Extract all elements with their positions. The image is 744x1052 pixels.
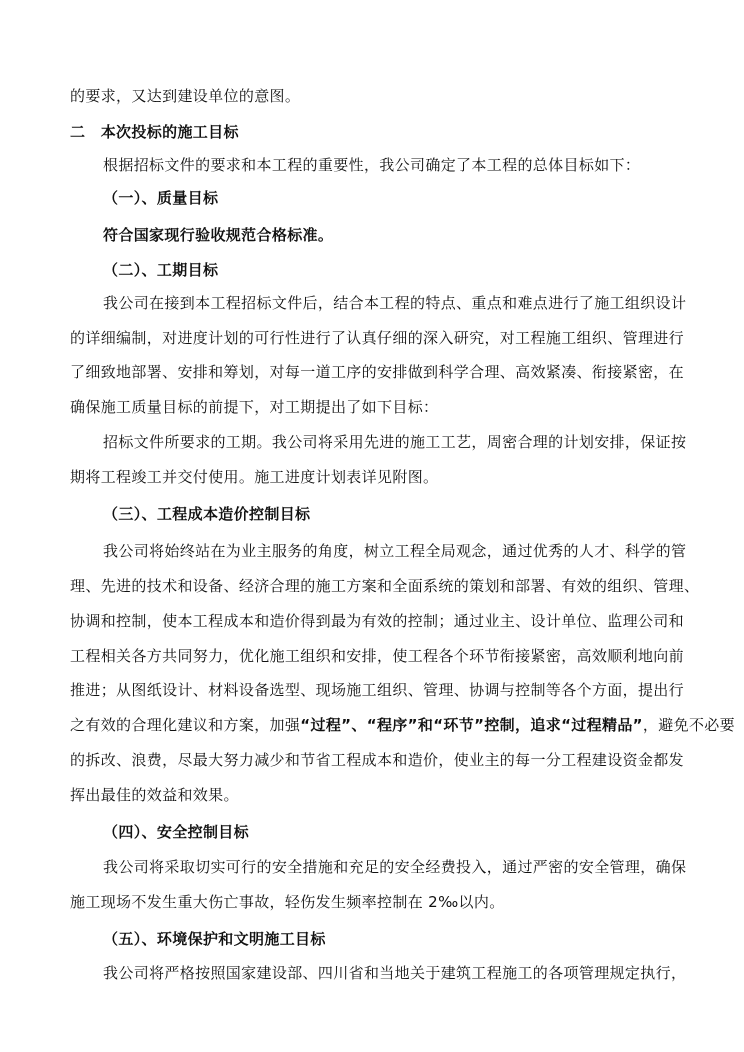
paragraph-line: 根据招标文件的要求和本工程的重要性，我公司确定了本工程的总体目标如下：: [103, 156, 641, 174]
paragraph-line: 期将工程竣工并交付使用。施工进度计划表详见附图。: [70, 468, 439, 486]
subsection-heading: （四）、安全控制目标: [103, 823, 250, 841]
paragraph-line: 工程相关各方共同努力，优化施工组织和安排，使工程各个环节衔接紧密，高效顺利地向前: [70, 647, 685, 665]
paragraph-line: 挥出最佳的效益和效果。: [70, 786, 239, 804]
paragraph-line: 符合国家现行验收规范合格标准。: [103, 226, 334, 244]
paragraph-line: 我公司将始终站在为业主服务的角度，树立工程全局观念，通过优秀的人才、科学的管: [103, 542, 687, 560]
paragraph-line: 的拆改、浪费，尽最大努力减少和节省工程成本和造价，使业主的每一分工程建设资金都发: [70, 751, 685, 769]
paragraph-line: 协调和控制，使本工程成本和造价得到最为有效的控制；通过业主、设计单位、监理公司和: [70, 612, 685, 630]
paragraph-line: 推进；从图纸设计、材料设备选型、现场施工组织、管理、协调与控制等各个方面，提出行: [70, 681, 685, 699]
paragraph-line-mixed: [70, 715, 735, 735]
paragraph-text: ，避免不必要: [642, 716, 735, 734]
paragraph-line: 的详细编制，对进度计划的可行性进行了认真仔细的深入研究，对工程施工组织、管理进行: [70, 329, 685, 347]
paragraph-line: 我公司将严格按照国家建设部、四川省和当地关于建筑工程施工的各项管理规定执行，: [103, 964, 687, 982]
paragraph-line: 施工现场不发生重大伤亡事故，轻伤发生频率控制在 2‰以内。: [70, 893, 505, 911]
subsection-heading: （五）、环境保护和文明施工目标: [103, 930, 326, 948]
paragraph-line: 我公司在接到本工程招标文件后，结合本工程的特点、重点和难点进行了施工组织设计: [103, 294, 687, 312]
paragraph-line: 我公司将采取切实可行的安全措施和充足的安全经费投入，通过严密的安全管理，确保: [103, 858, 687, 876]
paragraph-line: 了细致地部署、安排和筹划，对每一道工序的安排做到科学合理、高效紧凑、衔接紧密，在: [70, 363, 685, 381]
subsection-heading: （三）、工程成本造价控制目标: [103, 505, 311, 523]
paragraph-line: 理、先进的技术和设备、经济合理的施工方案和全面系统的策划和部署、有效的组织、管理、: [70, 577, 700, 595]
paragraph-line: 招标文件所要求的工期。我公司将采用先进的施工工艺，周密合理的计划安排，保证按: [103, 433, 687, 451]
emphasis-text: “过程”、“程序”和“环节”控制，追求“过程精品”: [300, 716, 643, 734]
section-heading: 二 本次投标的施工目标: [70, 123, 239, 141]
subsection-heading: （一）、质量目标: [103, 189, 219, 207]
subsection-heading: （二）、工期目标: [103, 261, 219, 279]
paragraph-line: 的要求，又达到建设单位的意图。: [70, 87, 301, 105]
paragraph-line: 确保施工质量目标的前提下，对工期提出了如下目标：: [70, 398, 439, 416]
paragraph-text: 之有效的合理化建议和方案，加强: [70, 716, 301, 734]
